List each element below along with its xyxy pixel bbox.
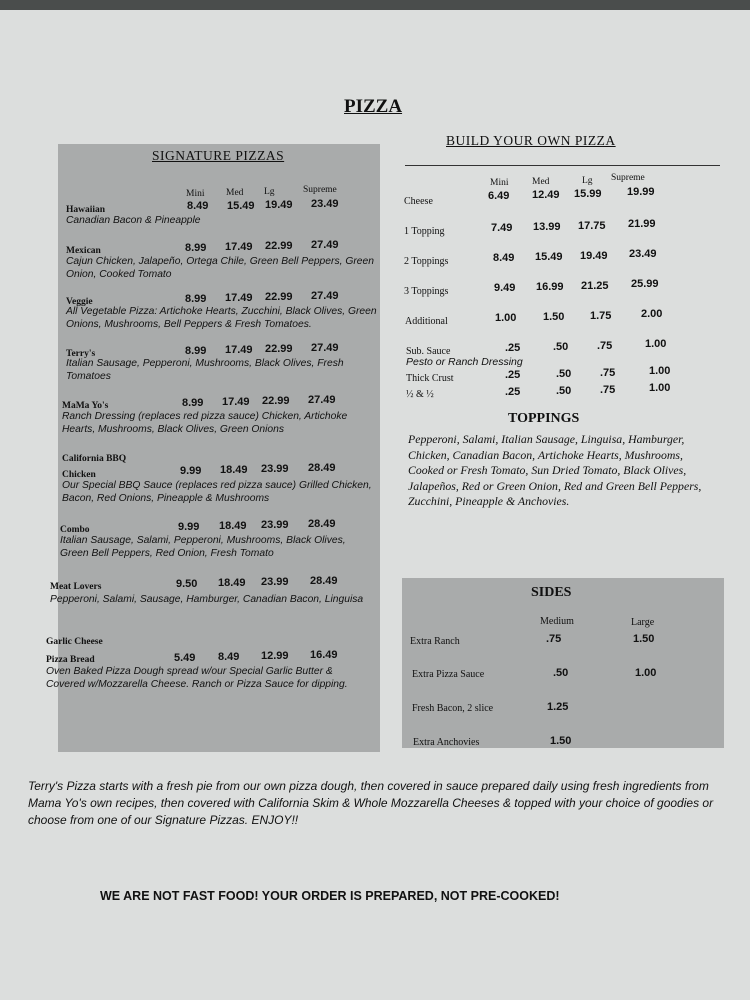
pizza-name: Veggie [66,297,93,307]
price-med: 18.49 [218,577,246,589]
price-mini: .25 [505,386,521,398]
price-mini: .25 [505,342,521,354]
price-supreme: 2.00 [641,308,663,320]
size-header-med: Med [226,188,244,198]
pizza-description: Ranch Dressing (replaces red pizza sauce) Chicken, Artichoke Hearts, Mushrooms, Black Olives, Green Onions [62,411,348,435]
toppings-list: Pepperoni, Salami, Italian Sausage, Linguisa, Hamburger, Chicken, Canadian Bacon, Artichoke Hearts, Mushrooms, Cooked or Fresh Tomato, Sun Dried Tomato, Black Olives, Jalapeños, Red or Green Onion, Red and Green Bell Peppers, Zucchini, Pineapple & Anchovies. [408,432,702,508]
price-med: 8.49 [218,651,240,663]
side-price-large: 1.00 [635,667,657,679]
price-lg: .75 [600,384,616,396]
price-med: 18.49 [219,520,247,532]
price-supreme: 27.49 [311,290,339,302]
build-your-own-heading: BUILD YOUR OWN PIZZA [446,133,616,148]
side-item-label: Extra Anchovies [413,737,480,748]
price-med: .50 [553,341,569,353]
price-med: 12.49 [532,189,560,201]
size-header-lg: Lg [264,187,275,197]
price-mini: 8.99 [182,397,204,409]
price-mini: 8.49 [187,200,209,212]
price-supreme: 28.49 [308,462,336,474]
side-price-medium: .75 [546,633,562,645]
build-row-label: ½ & ½ [406,389,434,400]
price-mini: 9.99 [178,521,200,533]
pizza-description: Italian Sausage, Pepperoni, Mushrooms, Black Olives, Fresh Tomatoes [66,358,344,382]
build-row-label: Additional [405,316,448,327]
pizza-name: Combo [60,525,90,535]
build-row-label: 3 Toppings [404,286,449,297]
price-supreme: 1.00 [645,338,667,350]
price-supreme: 21.99 [628,218,656,230]
price-mini: 8.99 [185,345,207,357]
price-med: 17.49 [225,344,253,356]
price-med: 16.99 [536,281,564,293]
price-lg: .75 [597,340,613,352]
price-mini: 8.99 [185,293,207,305]
pizza-description: All Vegetable Pizza: Artichoke Hearts, Zucchini, Black Olives, Green Onions, Mushrooms, Bell Peppers & Fresh Tomatoes. [66,306,377,330]
sub-sauce-note: Pesto or Ranch Dressing [406,356,523,368]
size-header-lg: Lg [582,176,593,186]
price-lg: 15.99 [574,188,602,200]
price-supreme: 19.99 [627,186,655,198]
size-header-supreme: Supreme [303,185,337,195]
price-supreme: 27.49 [311,342,339,354]
price-supreme: 25.99 [631,278,659,290]
price-supreme: 23.49 [311,198,339,210]
sides-panel [402,578,724,748]
price-lg: 22.99 [265,240,293,252]
price-med: 15.49 [227,200,255,212]
price-mini: 9.50 [176,578,198,590]
price-lg: 19.49 [265,199,293,211]
pizza-description: Cajun Chicken, Jalapeño, Ortega Chile, Green Bell Peppers, Green Onion, Cooked Tomato [66,256,374,280]
build-row-label: 1 Topping [404,226,445,237]
price-mini: 9.49 [494,282,516,294]
price-mini: 7.49 [491,222,513,234]
build-row-label: Thick Crust [406,373,454,384]
pizza-name: Hawaiian [66,205,106,215]
pizza-description: Oven Baked Pizza Dough spread w/our Special Garlic Butter & Covered w/Mozzarella Cheese. Ranch or Pizza Sauce for dipping. [46,666,348,690]
divider [405,165,720,166]
price-med: 17.49 [225,241,253,253]
price-supreme: 28.49 [308,518,336,530]
pizza-name: Terry's [66,349,96,359]
pizza-description: Pepperoni, Salami, Sausage, Hamburger, Canadian Bacon, Linguisa [50,594,364,605]
page-title: PIZZA [344,96,403,117]
price-supreme: 27.49 [308,394,336,406]
price-supreme: 1.00 [649,365,671,377]
price-lg: 23.99 [261,463,289,475]
price-lg: 22.99 [262,395,290,407]
price-lg: 21.25 [581,280,609,292]
price-mini: 8.49 [493,252,515,264]
price-med: 17.49 [225,292,253,304]
price-lg: 17.75 [578,220,606,232]
price-lg: 23.99 [261,519,289,531]
build-row-label: Sub. Sauce [406,346,451,357]
side-price-medium: .50 [553,667,569,679]
size-header-mini: Mini [490,178,509,188]
price-med: 17.49 [222,396,250,408]
sides-col-large: Large [631,617,655,628]
size-header-med: Med [532,177,550,187]
price-lg: 19.49 [580,250,608,262]
price-mini: 9.99 [180,465,202,477]
signature-pizzas-heading: SIGNATURE PIZZAS [152,148,285,163]
description-paragraph: Terry's Pizza starts with a fresh pie from our own pizza dough, then covered in sauce prepared daily using fresh ingredients from Mama Yo's own recipes, then covered with California Skim & Whole Mozzarella Cheeses & topped with your choice of goodies or choose from one of our Signature Pizzas. ENJOY!! [28,779,714,827]
price-mini: 8.99 [185,242,207,254]
pizza-name: Mexican [66,246,101,256]
price-supreme: 1.00 [649,382,671,394]
price-med: 15.49 [535,251,563,263]
price-lg: 1.75 [590,310,612,322]
pizza-name: MaMa Yo's [62,401,109,411]
sides-heading: SIDES [531,585,572,600]
price-lg: 22.99 [265,291,293,303]
price-med: .50 [556,385,572,397]
price-lg: 22.99 [265,343,293,355]
pizza-description: Canadian Bacon & Pineapple [66,215,201,226]
sides-col-medium: Medium [540,616,574,627]
pizza-description: Italian Sausage, Salami, Pepperoni, Mushrooms, Black Olives, Green Bell Peppers, Red Onion, Fresh Tomato [60,535,346,559]
pizza-name: Garlic Cheese [46,637,103,647]
price-supreme: 16.49 [310,649,338,661]
price-lg: 23.99 [261,576,289,588]
pizza-name: Meat Lovers [50,582,102,592]
build-row-label: 2 Toppings [404,256,449,267]
price-med: 1.50 [543,311,565,323]
side-price-large: 1.50 [633,633,655,645]
price-supreme: 27.49 [311,239,339,251]
price-mini: .25 [505,369,521,381]
pizza-name: California BBQ [62,454,127,464]
build-row-label: Cheese [404,196,433,207]
price-med: 18.49 [220,464,248,476]
price-med: .50 [556,368,572,380]
pizza-description: Our Special BBQ Sauce (replaces red pizza sauce) Grilled Chicken, Bacon, Red Onions, Pineapple & Mushrooms [62,480,372,504]
price-lg: 12.99 [261,650,289,662]
side-item-label: Extra Ranch [410,636,460,647]
pizza-name-line2: Chicken [62,470,96,480]
price-med: 13.99 [533,221,561,233]
price-mini: 1.00 [495,312,517,324]
pizza-name-line2: Pizza Bread [46,655,95,665]
size-header-mini: Mini [186,189,205,199]
side-price-medium: 1.25 [547,701,569,713]
price-supreme: 28.49 [310,575,338,587]
toppings-heading: TOPPINGS [508,411,580,426]
price-mini: 5.49 [174,652,196,664]
side-item-label: Extra Pizza Sauce [412,669,485,680]
size-header-supreme: Supreme [611,173,645,183]
side-item-label: Fresh Bacon, 2 slice [412,703,494,714]
price-lg: .75 [600,367,616,379]
price-supreme: 23.49 [629,248,657,260]
side-price-medium: 1.50 [550,735,572,747]
price-mini: 6.49 [488,190,510,202]
notice-banner: WE ARE NOT FAST FOOD! YOUR ORDER IS PREPARED, NOT PRE-COOKED! [100,889,560,903]
